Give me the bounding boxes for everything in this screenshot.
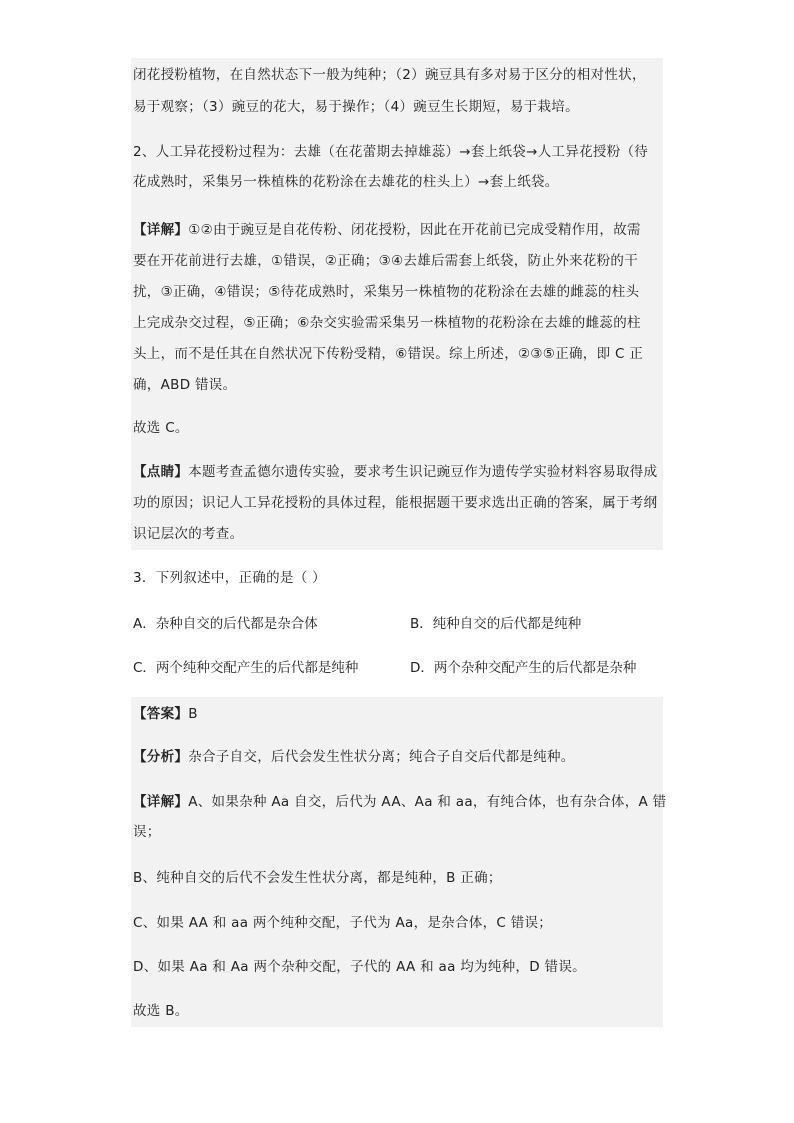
option-c: C．两个纯种交配产生的后代都是纯种 bbox=[133, 660, 359, 676]
text-line: 功的原因；识记人工异花授粉的具体过程，能根据题干要求选出正确的答案，属于考纲 bbox=[133, 495, 658, 511]
text-line: 扰，③正确，④错误；⑤待花成熟时，采集另一株植物的花粉涂在去雄的雌蕊的柱头 bbox=[133, 284, 640, 300]
detail-text: A、如果杂种 Aa 自交，后代为 AA、Aa 和 aa，有纯合体，也有杂合体，A 错 bbox=[188, 794, 667, 810]
text-line: 误； bbox=[133, 824, 161, 840]
detail-c: C、如果 AA 和 aa 两个纯种交配，子代为 Aa，是杂合体，C 错误； bbox=[133, 915, 553, 931]
text-line: 闭花授粉植物，在自然状态下一般为纯种；（2）豌豆具有多对易于区分的相对性状， bbox=[133, 67, 646, 83]
text-line: 识记层次的考查。 bbox=[133, 526, 244, 542]
answer-value: B bbox=[188, 706, 198, 722]
option-d: D．两个杂种交配产生的后代都是杂种 bbox=[410, 660, 637, 676]
analysis-tag: 【分析】 bbox=[133, 749, 189, 765]
detail-b: B、纯种自交的后代不会发生性状分离，都是纯种，B 正确； bbox=[133, 870, 502, 886]
comment-text: 本题考查孟德尔遗传实验，要求考生识记豌豆作为遗传学实验材料容易取得成 bbox=[188, 464, 658, 480]
answer-tag: 【答案】 bbox=[133, 706, 189, 722]
detail-text: ①②由于豌豆是自花传粉、闭花授粉，因此在开花前已完成受精作用，故需 bbox=[188, 222, 641, 238]
text-line: 上完成杂交过程，⑤正确；⑥杂交实验需采集另一株植物的花粉涂在去雄的雌蕊的柱 bbox=[133, 315, 641, 331]
question-3-stem: 3．下列叙述中，正确的是（ ） bbox=[133, 570, 326, 586]
analysis-line bbox=[131, 746, 663, 768]
choose-b: 故选 B。 bbox=[133, 1003, 189, 1019]
text-line bbox=[133, 791, 667, 813]
detail-d: D、如果 Aa 和 Aa 两个杂种交配，子代的 AA 和 aa 均为纯种，D 错误。 bbox=[133, 959, 586, 975]
text-line: 易于观察；（3）豌豆的花大，易于操作；（4）豌豆生长期短，易于栽培。 bbox=[133, 99, 579, 115]
text-line: 花成熟时，采集另一株植株的花粉涂在去雄花的柱头上）→套上纸袋。 bbox=[133, 174, 559, 190]
intro-paragraph bbox=[131, 64, 663, 118]
analysis-text: 杂合子自交，后代会发生性状分离；纯合子自交后代都是纯种。 bbox=[188, 749, 575, 765]
text-line bbox=[133, 461, 661, 483]
text-line: 2、人工异花授粉过程为：去雄（在花蕾期去掉雄蕊）→套上纸袋→人工异花授粉（待 bbox=[133, 144, 649, 160]
comment-paragraph bbox=[131, 461, 663, 545]
text-line bbox=[133, 219, 661, 241]
comment-tag: 【点睛】 bbox=[133, 464, 189, 480]
text-line: 头上，而不是任其在自然状况下传粉受精，⑥错误。综上所述，②③⑤正确，即 C 正 bbox=[133, 346, 644, 362]
answer-line bbox=[131, 703, 663, 725]
detail-tag: 【详解】 bbox=[133, 222, 189, 238]
point-2-paragraph bbox=[131, 141, 663, 193]
detail-paragraph-1 bbox=[131, 219, 663, 396]
choose-c: 故选 C。 bbox=[133, 420, 189, 436]
text-line: 确，ABD 错误。 bbox=[133, 377, 237, 393]
detail-paragraph-2 bbox=[131, 791, 667, 843]
text-line: 要在开花前进行去雄，①错误，②正确；③④去雄后需套上纸袋，防止外来花粉的干 bbox=[133, 253, 639, 269]
detail-tag: 【详解】 bbox=[133, 794, 189, 810]
option-a: A．杂种自交的后代都是杂合体 bbox=[133, 616, 318, 632]
option-b: B．纯种自交的后代都是纯种 bbox=[410, 616, 582, 632]
